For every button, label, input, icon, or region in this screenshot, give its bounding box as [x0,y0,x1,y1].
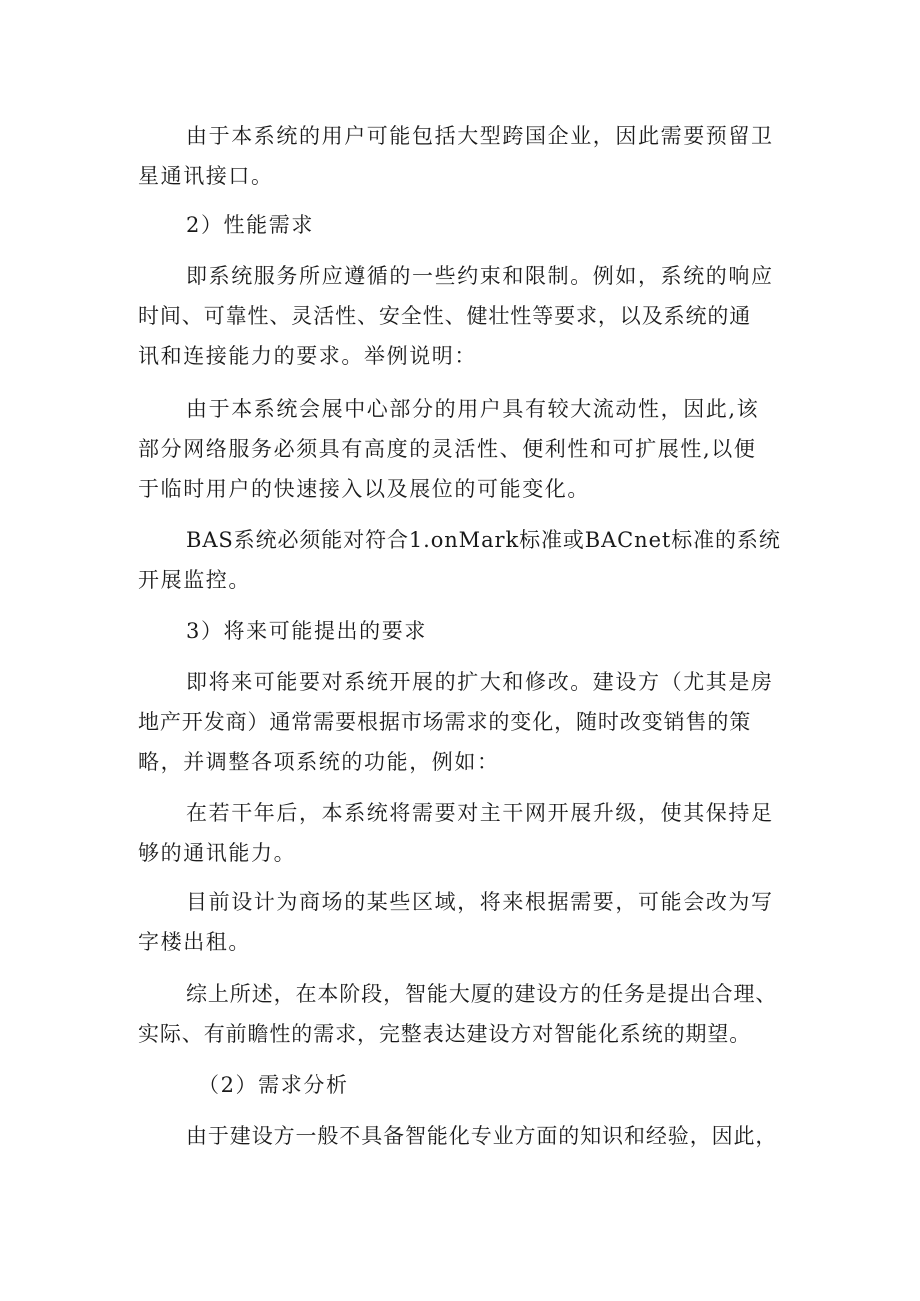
heading-future-requirements [138,611,798,651]
text-line: 由于本系统的用户可能包括大型跨国企业，因此需要预留卫 [186,124,774,148]
text-line: （2）需求分析 [198,1073,349,1097]
paragraph-satellite [138,116,798,196]
paragraph-analysis-intro [138,1116,798,1156]
paragraph-constraints [138,256,798,376]
heading-requirements-analysis [138,1065,798,1105]
text-line: 3）将来可能提出的要求 [186,619,427,643]
paragraph-expansion [138,662,798,782]
text-line: 综上所述，在本阶段，智能大厦的建设方的任务是提出合理、 [186,982,778,1006]
text-line: 地产开发商）通常需要根据市场需求的变化，随时改变销售的策 [138,710,752,734]
paragraph-summary [138,974,798,1054]
heading-performance-requirements [138,205,798,245]
paragraph-backbone-upgrade [138,793,798,873]
paragraph-bas [138,520,798,600]
text-line: 够的通讯能力。 [138,841,297,865]
text-line: 星通讯接口。 [138,164,274,188]
text-line: 部分网络服务必须具有高度的灵活性、便利性和可扩展性,以便 [138,437,757,461]
text-line: 实际、有前瞻性的需求，完整表达建设方对智能化系统的期望。 [138,1022,752,1046]
text-line: 略，并调整各项系统的功能，例如： [138,750,500,774]
text-line: 字楼出租。 [138,930,251,954]
text-line: 于临时用户的快速接入以及展位的可能变化。 [138,477,590,501]
paragraph-office-rental [138,882,798,962]
text-line: 2）性能需求 [186,213,314,237]
text-line: 时间、可靠性、灵活性、安全性、健壮性等要求，以及系统的通 [138,304,752,328]
text-line: 讯和连接能力的要求。举例说明： [138,344,477,368]
text-line: 即系统服务所应遵循的一些约束和限制。例如，系统的响应 [186,264,774,288]
text-line: 开展监控。 [138,568,251,592]
text-line: 由于本系统会展中心部分的用户具有较大流动性，因此,该 [186,397,760,421]
text-line: 目前设计为商场的某些区域，将来根据需要，可能会改为写 [186,890,774,914]
text-line: 由于建设方一般不具备智能化专业方面的知识和经验，因此， [186,1124,778,1148]
text-line: 即将来可能要对系统开展的扩大和修改。建设方（尤其是房 [186,670,774,694]
text-line: 在若干年后，本系统将需要对主干网开展升级，使其保持足 [186,801,774,825]
text-line: BAS系统必须能对符合1.onMark标准或BACnet标准的系统 [186,528,781,552]
paragraph-exhibition-network [138,389,798,509]
